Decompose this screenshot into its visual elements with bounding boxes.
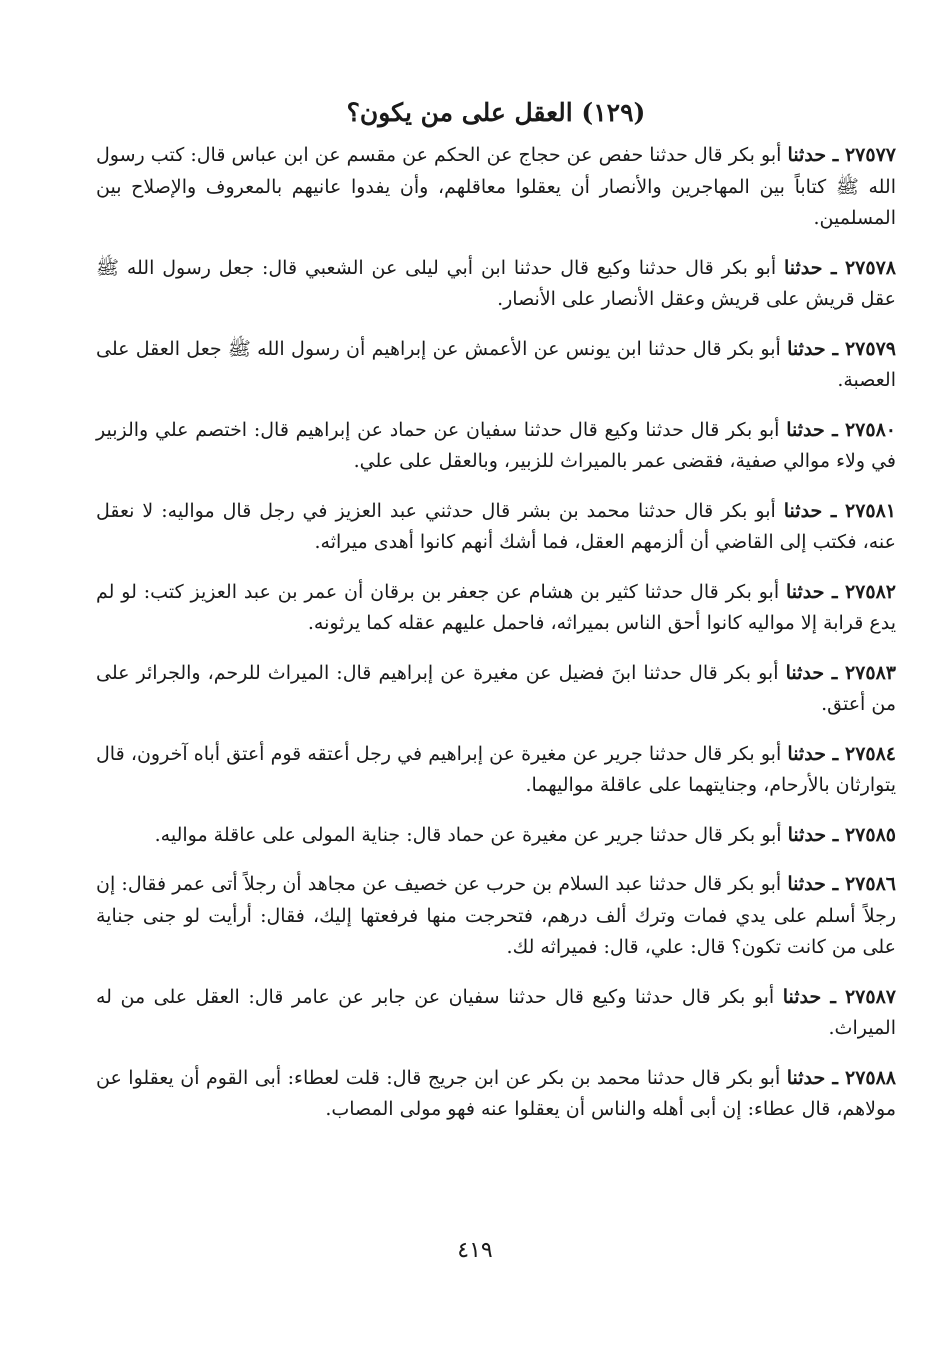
hadith-entry bbox=[96, 982, 896, 1045]
hadith-entry bbox=[96, 820, 896, 852]
hadith-entry bbox=[96, 253, 896, 316]
hadith-number: ٢٧٥٧٧ bbox=[844, 144, 896, 166]
hadith-opening: ـ حدثنا bbox=[786, 1066, 845, 1089]
hadith-opening: ـ حدثنا bbox=[785, 580, 845, 603]
hadith-opening: ـ حدثنا bbox=[787, 337, 845, 360]
hadith-number: ٢٧٥٨٨ bbox=[844, 1066, 897, 1089]
hadith-text: أبو بكر قال حدثنا وكيع قال حدثنا سفيان عن حماد عن إبراهيم قال: اختصم علي والزبير في ولاء موالي صفية، فقضى عمر بالميراث للزبير، وبالعقل على علي. bbox=[96, 418, 896, 472]
hadith-text: أبو بكر قال حدثنا ابن يونس عن الأعمش عن إبراهيم أن رسول الله ﷺ جعل العقل على العصبة. bbox=[96, 337, 896, 391]
hadith-text: أبو بكر قال حدثنا محمد بن بشر قال حدثني عبد العزيز في رجل قال مواليه: لا نعقل عنه، فكتب إلى القاضي أن ألزمهم العقل، فما أشك أنهم كانوا أهدى ميراثه. bbox=[96, 499, 896, 553]
hadith-text: أبو بكر قال حدثنا جرير عن مغيرة عن حماد قال: جناية المولى على عاقلة مواليه. bbox=[154, 823, 788, 846]
hadith-number: ٢٧٥٨٣ bbox=[844, 661, 896, 684]
hadith-number: ٢٧٥٨٧ bbox=[844, 985, 896, 1008]
hadith-text: أبو بكر قال حدثنا عبد السلام بن حرب عن خصيف عن مجاهد أن رجلاً أتى عمر فقال: إن رجلاً أسلم على يدي فمات وترك ألف درهم، فتحرجت منها فرفعتها إليك، فقال: أرأيت لو جنى جناية على من كانت تكون؟ قال: علي، قال: فميراثه لك. bbox=[96, 873, 896, 958]
hadith-number: ٢٧٥٨٥ bbox=[844, 823, 896, 846]
hadith-opening: ـ حدثنا bbox=[783, 499, 845, 522]
hadith-opening: ـ حدثنا bbox=[785, 661, 845, 684]
hadith-number: ٢٧٥٧٨ bbox=[844, 256, 896, 279]
hadith-opening: ـ حدثنا bbox=[787, 823, 845, 846]
hadith-opening: ـ حدثنا bbox=[782, 985, 845, 1008]
hadith-text: أبو بكر قال حدثنا وكيع قال حدثنا سفيان عن جابر عن عامر قال: العقل على من له الميراث. bbox=[96, 985, 896, 1039]
hadith-opening: ـ حدثنا bbox=[784, 256, 845, 279]
hadith-opening: ـ حدثنا bbox=[786, 418, 845, 441]
hadith-number: ٢٧٥٨٢ bbox=[844, 580, 896, 603]
hadith-entry bbox=[96, 140, 896, 235]
hadith-entry bbox=[96, 577, 896, 640]
page-body bbox=[96, 88, 896, 1144]
hadith-entry bbox=[96, 415, 896, 478]
hadith-entry bbox=[96, 658, 896, 721]
hadith-opening: ـ حدثنا bbox=[787, 742, 845, 765]
hadith-text: أبو بكر قال حدثنا كثير بن هشام عن جعفر بن برقان أن عمر بن عبد العزيز كتب: لو لم يدع قرابة إلا مواليه كانوا أحق الناس بميراثه، فاحمل عليهم عقله كما يرثونه. bbox=[96, 580, 896, 634]
hadith-entry bbox=[96, 334, 896, 397]
hadith-number: ٢٧٥٨٠ bbox=[844, 418, 896, 441]
chapter-heading: (١٢٩) العقل على من يكون؟ bbox=[346, 98, 646, 127]
hadith-text: أبو بكر قال حدثنا حفص عن حجاج عن الحكم عن مقسم عن ابن عباس قال: كتب رسول الله ﷺ كتاباً بين المهاجرين والأنصار أن يعقلوا معاقلهم، وأن يفدوا عانيهم بالمعروف والإصلاح بين المسلمين. bbox=[96, 144, 896, 229]
hadith-entry bbox=[96, 739, 896, 802]
hadith-opening: ـ حدثنا bbox=[787, 873, 845, 895]
hadith-number: ٢٧٥٨٤ bbox=[844, 742, 897, 765]
hadith-number: ٢٧٥٨١ bbox=[844, 499, 897, 522]
hadith-opening: ـ حدثنا bbox=[787, 144, 845, 166]
hadith-text: أبو بكر قال حدثنا ابنَ فضيل عن مغيرة عن إبراهيم قال: الميراث للرحم، والجرائر على من أعتق. bbox=[96, 661, 896, 715]
page-number: ٤١٩ bbox=[457, 1238, 493, 1263]
hadith-number: ٢٧٥٧٩ bbox=[844, 337, 896, 360]
hadith-list bbox=[96, 140, 896, 1126]
hadith-text: أبو بكر قال حدثنا وكيع قال حدثنا ابن أبي ليلى عن الشعبي قال: جعل رسول الله ﷺ عقل قريش على قريش وعقل الأنصار على الأنصار. bbox=[96, 256, 896, 310]
hadith-text: أبو بكر قال حدثنا محمد بن بكر عن ابن جريج قال: قلت لعطاء: أبى القوم أن يعقلوا عن مولاهم، قال عطاء: إن أبى أهله والناس أن يعقلوا عنه فهو مولى المصاب. bbox=[96, 1066, 896, 1120]
hadith-entry bbox=[96, 1063, 896, 1126]
hadith-entry bbox=[96, 869, 896, 964]
hadith-number: ٢٧٥٨٦ bbox=[844, 873, 896, 895]
hadith-entry bbox=[96, 496, 896, 559]
hadith-text: أبو بكر قال حدثنا جرير عن مغيرة عن إبراهيم في رجل أعتقه قوم أعتق أباه آخرون، قال يتوارثان بالأرحام، وجنايتهما على عاقلة مواليهما. bbox=[96, 742, 896, 796]
